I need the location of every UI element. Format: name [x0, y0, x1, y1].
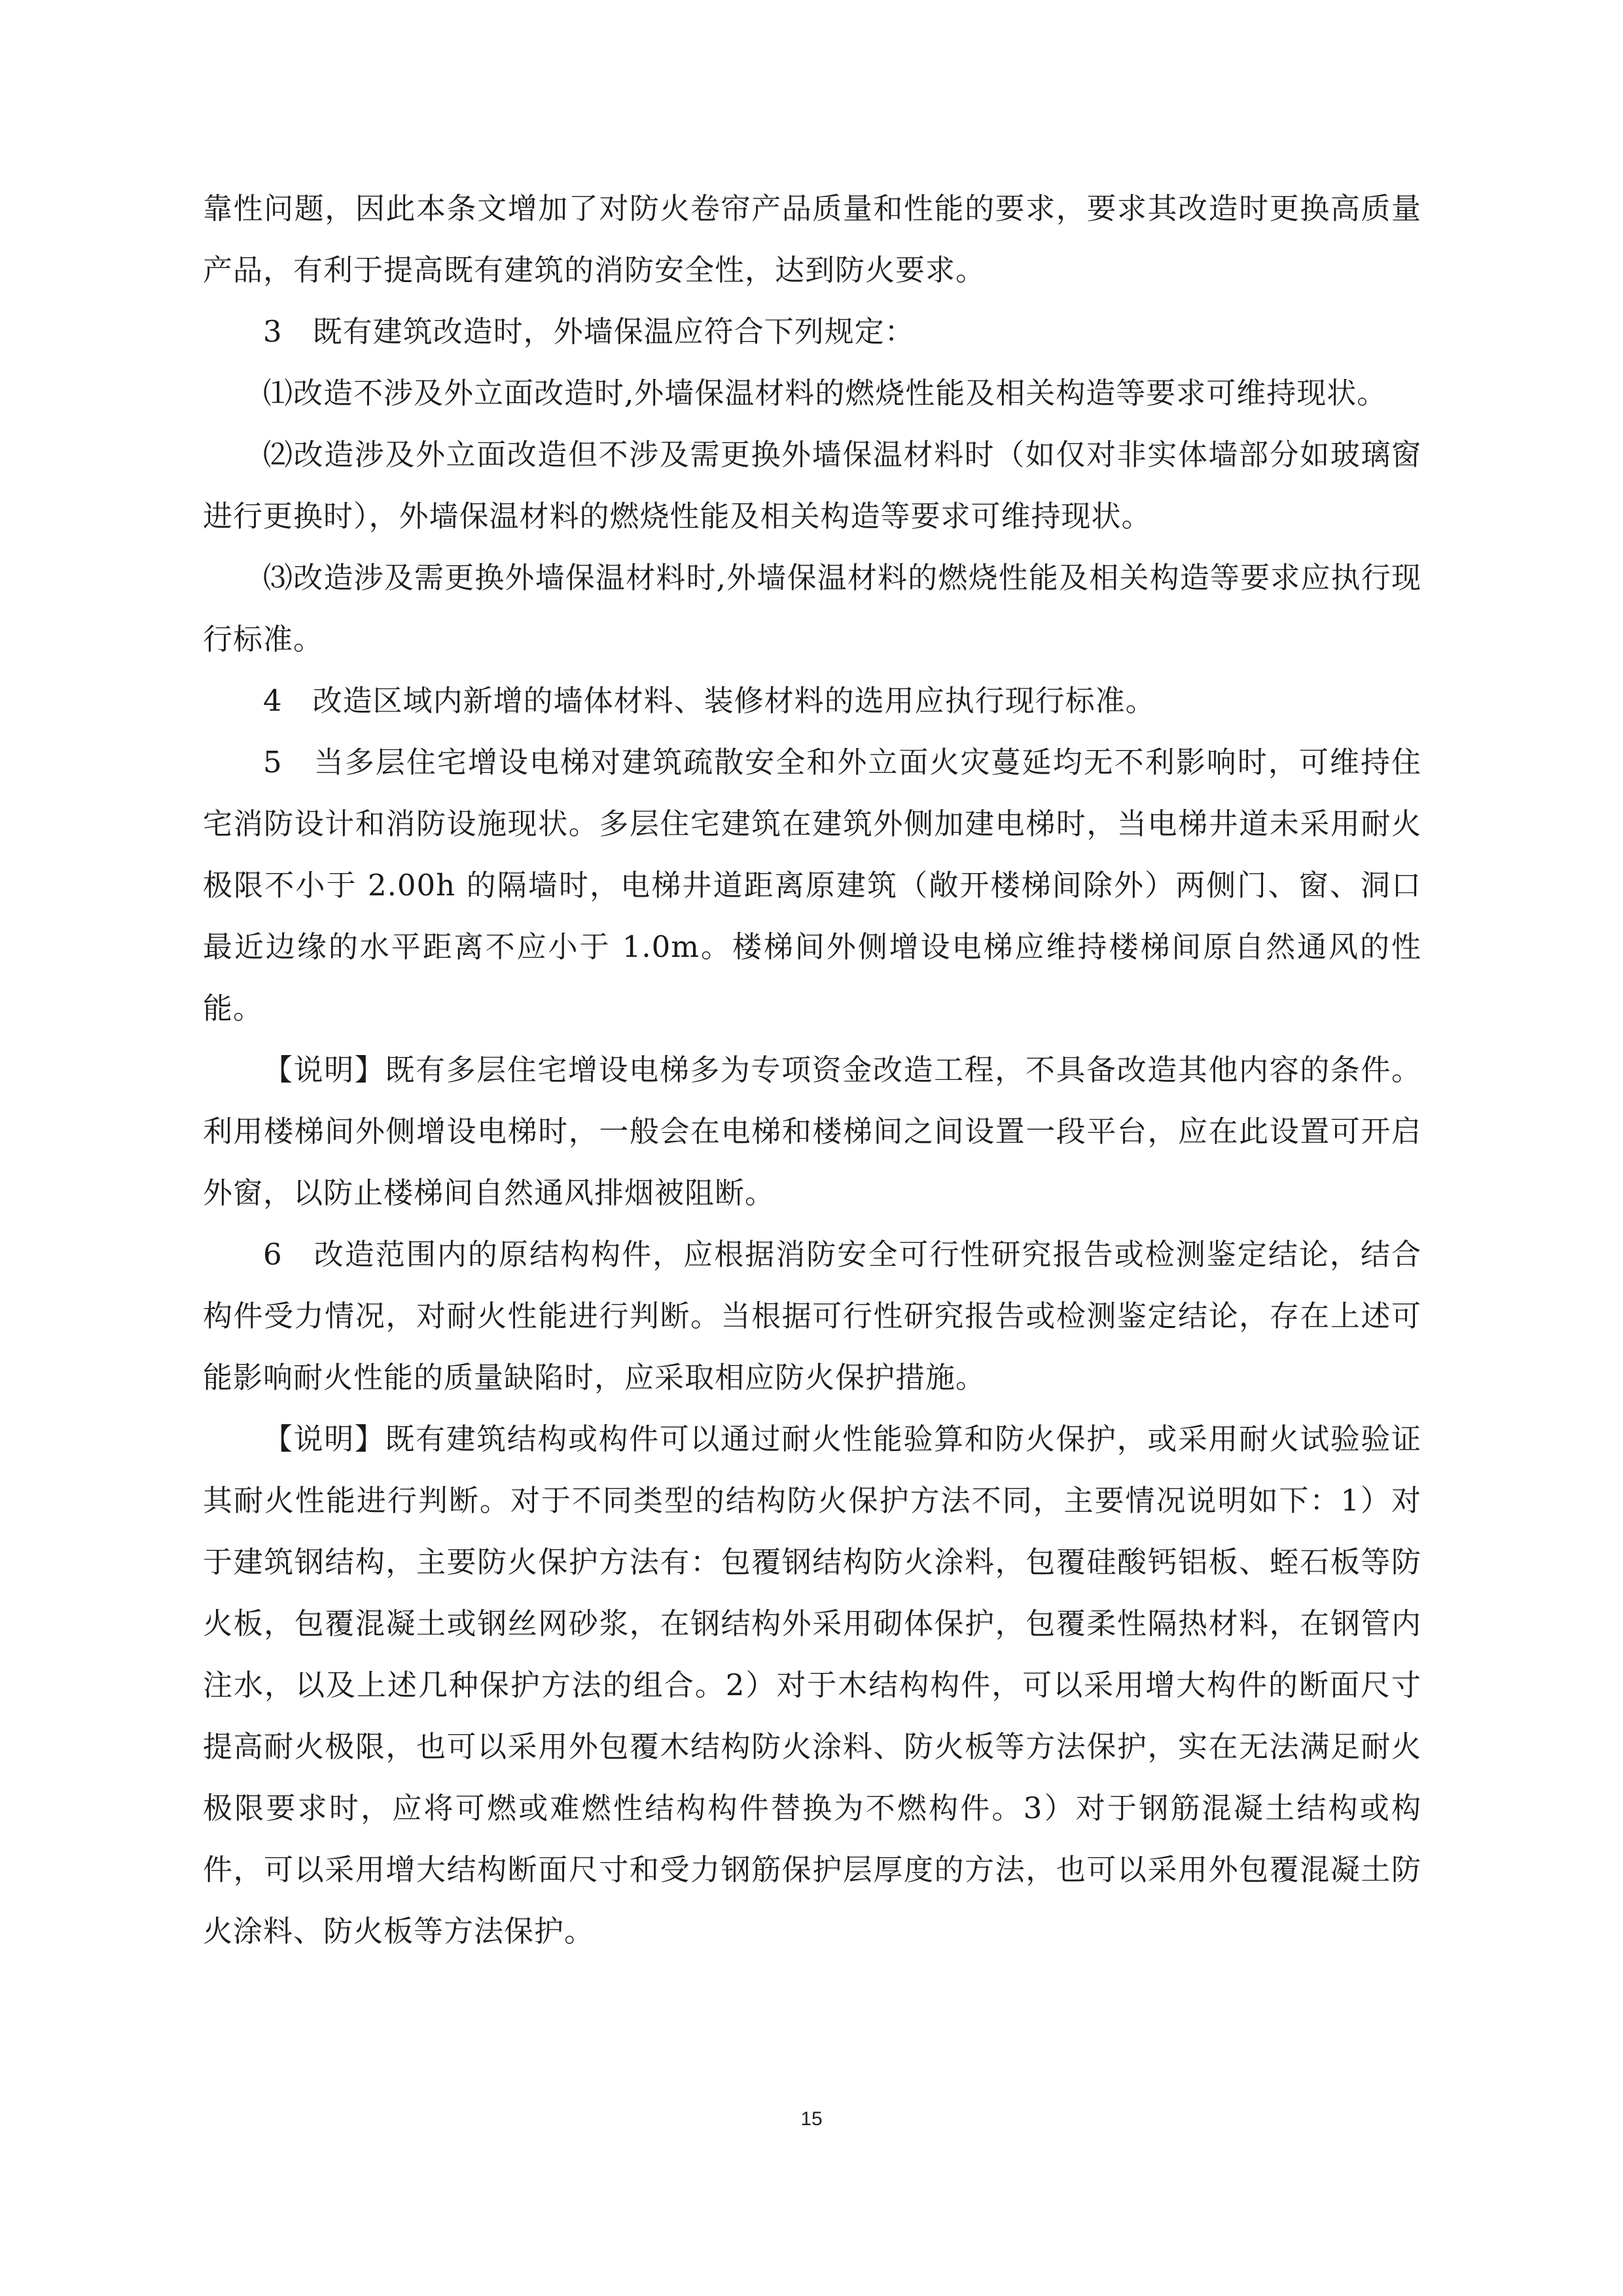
- clause-3-item-1: ⑴改造不涉及外立面改造时,外墙保温材料的燃烧性能及相关构造等要求可维持现状。: [263, 376, 1387, 410]
- clause-5-explanation: 【说明】既有多层住宅增设电梯多为专项资金改造工程，不具备改造其他内容的条件。利用楼梯间外侧增设电梯时，一般会在电梯和楼梯间之间设置一段平台，应在此设置可开启外窗，以防止楼梯间自然通风排烟被阻断。: [203, 1052, 1421, 1210]
- clause-6-explanation: 【说明】既有建筑结构或构件可以通过耐火性能验算和防火保护，或采用耐火试验验证其耐火性能进行判断。对于不同类型的结构防火保护方法不同，主要情况说明如下：1）对于建筑钢结构，主要防火保护方法有：包覆钢结构防火涂料，包覆硅酸钙铝板、蛭石板等防火板，包覆混凝土或钢丝网砂浆，在钢结构外采用砌体保护，包覆柔性隔热材料，在钢管内注水，以及上述几种保护方法的组合。2）对于木结构构件，可以采用增大构件的断面尺寸提高耐火极限，也可以采用外包覆木结构防火涂料、防火板等方法保护，实在无法满足耐火极限要求时，应将可燃或难燃性结构构件替换为不燃构件。3）对于钢筋混凝土结构或构件，可以采用增大结构断面尺寸和受力钢筋保护层厚度的方法，也可以采用外包覆混凝土防火涂料、防火板等方法保护。: [203, 1422, 1421, 1948]
- clause-3-item-2: ⑵改造涉及外立面改造但不涉及需更换外墙保温材料时（如仅对非实体墙部分如玻璃窗进行更换时），外墙保温材料的燃烧性能及相关构造等要求可维持现状。: [203, 437, 1421, 533]
- paragraph-continuation: 靠性问题，因此本条文增加了对防火卷帘产品质量和性能的要求，要求其改造时更换高质量产品，有利于提高既有建筑的消防安全性，达到防火要求。: [203, 191, 1421, 287]
- clause-3-item-3: ⑶改造涉及需更换外墙保温材料时,外墙保温材料的燃烧性能及相关构造等要求应执行现行标准。: [203, 560, 1421, 656]
- page-number: 15: [800, 2108, 823, 2130]
- clause-6: 6 改造范围内的原结构构件，应根据消防安全可行性研究报告或检测鉴定结论，结合构件受力情况，对耐火性能进行判断。当根据可行性研究报告或检测鉴定结论，存在上述可能影响耐火性能的质量缺陷时，应采取相应防火保护措施。: [203, 1237, 1421, 1395]
- clause-5: 5 当多层住宅增设电梯对建筑疏散安全和外立面火灾蔓延均无不利影响时，可维持住宅消防设计和消防设施现状。多层住宅建筑在建筑外侧加建电梯时，当电梯井道未采用耐火极限不小于 2.00h 的隔墙时，电梯井道距离原建筑（敞开楼梯间除外）两侧门、窗、洞口最近边缘的水平距离不应小于 1.0m。楼梯间外侧增设电梯应维持楼梯间原自然通风的性能。: [203, 745, 1421, 1026]
- clause-4: 4 改造区域内新增的墙体材料、装修材料的选用应执行现行标准。: [263, 683, 1156, 718]
- clause-3: 3 既有建筑改造时，外墙保温应符合下列规定：: [263, 314, 915, 349]
- document-body: [203, 178, 1421, 1962]
